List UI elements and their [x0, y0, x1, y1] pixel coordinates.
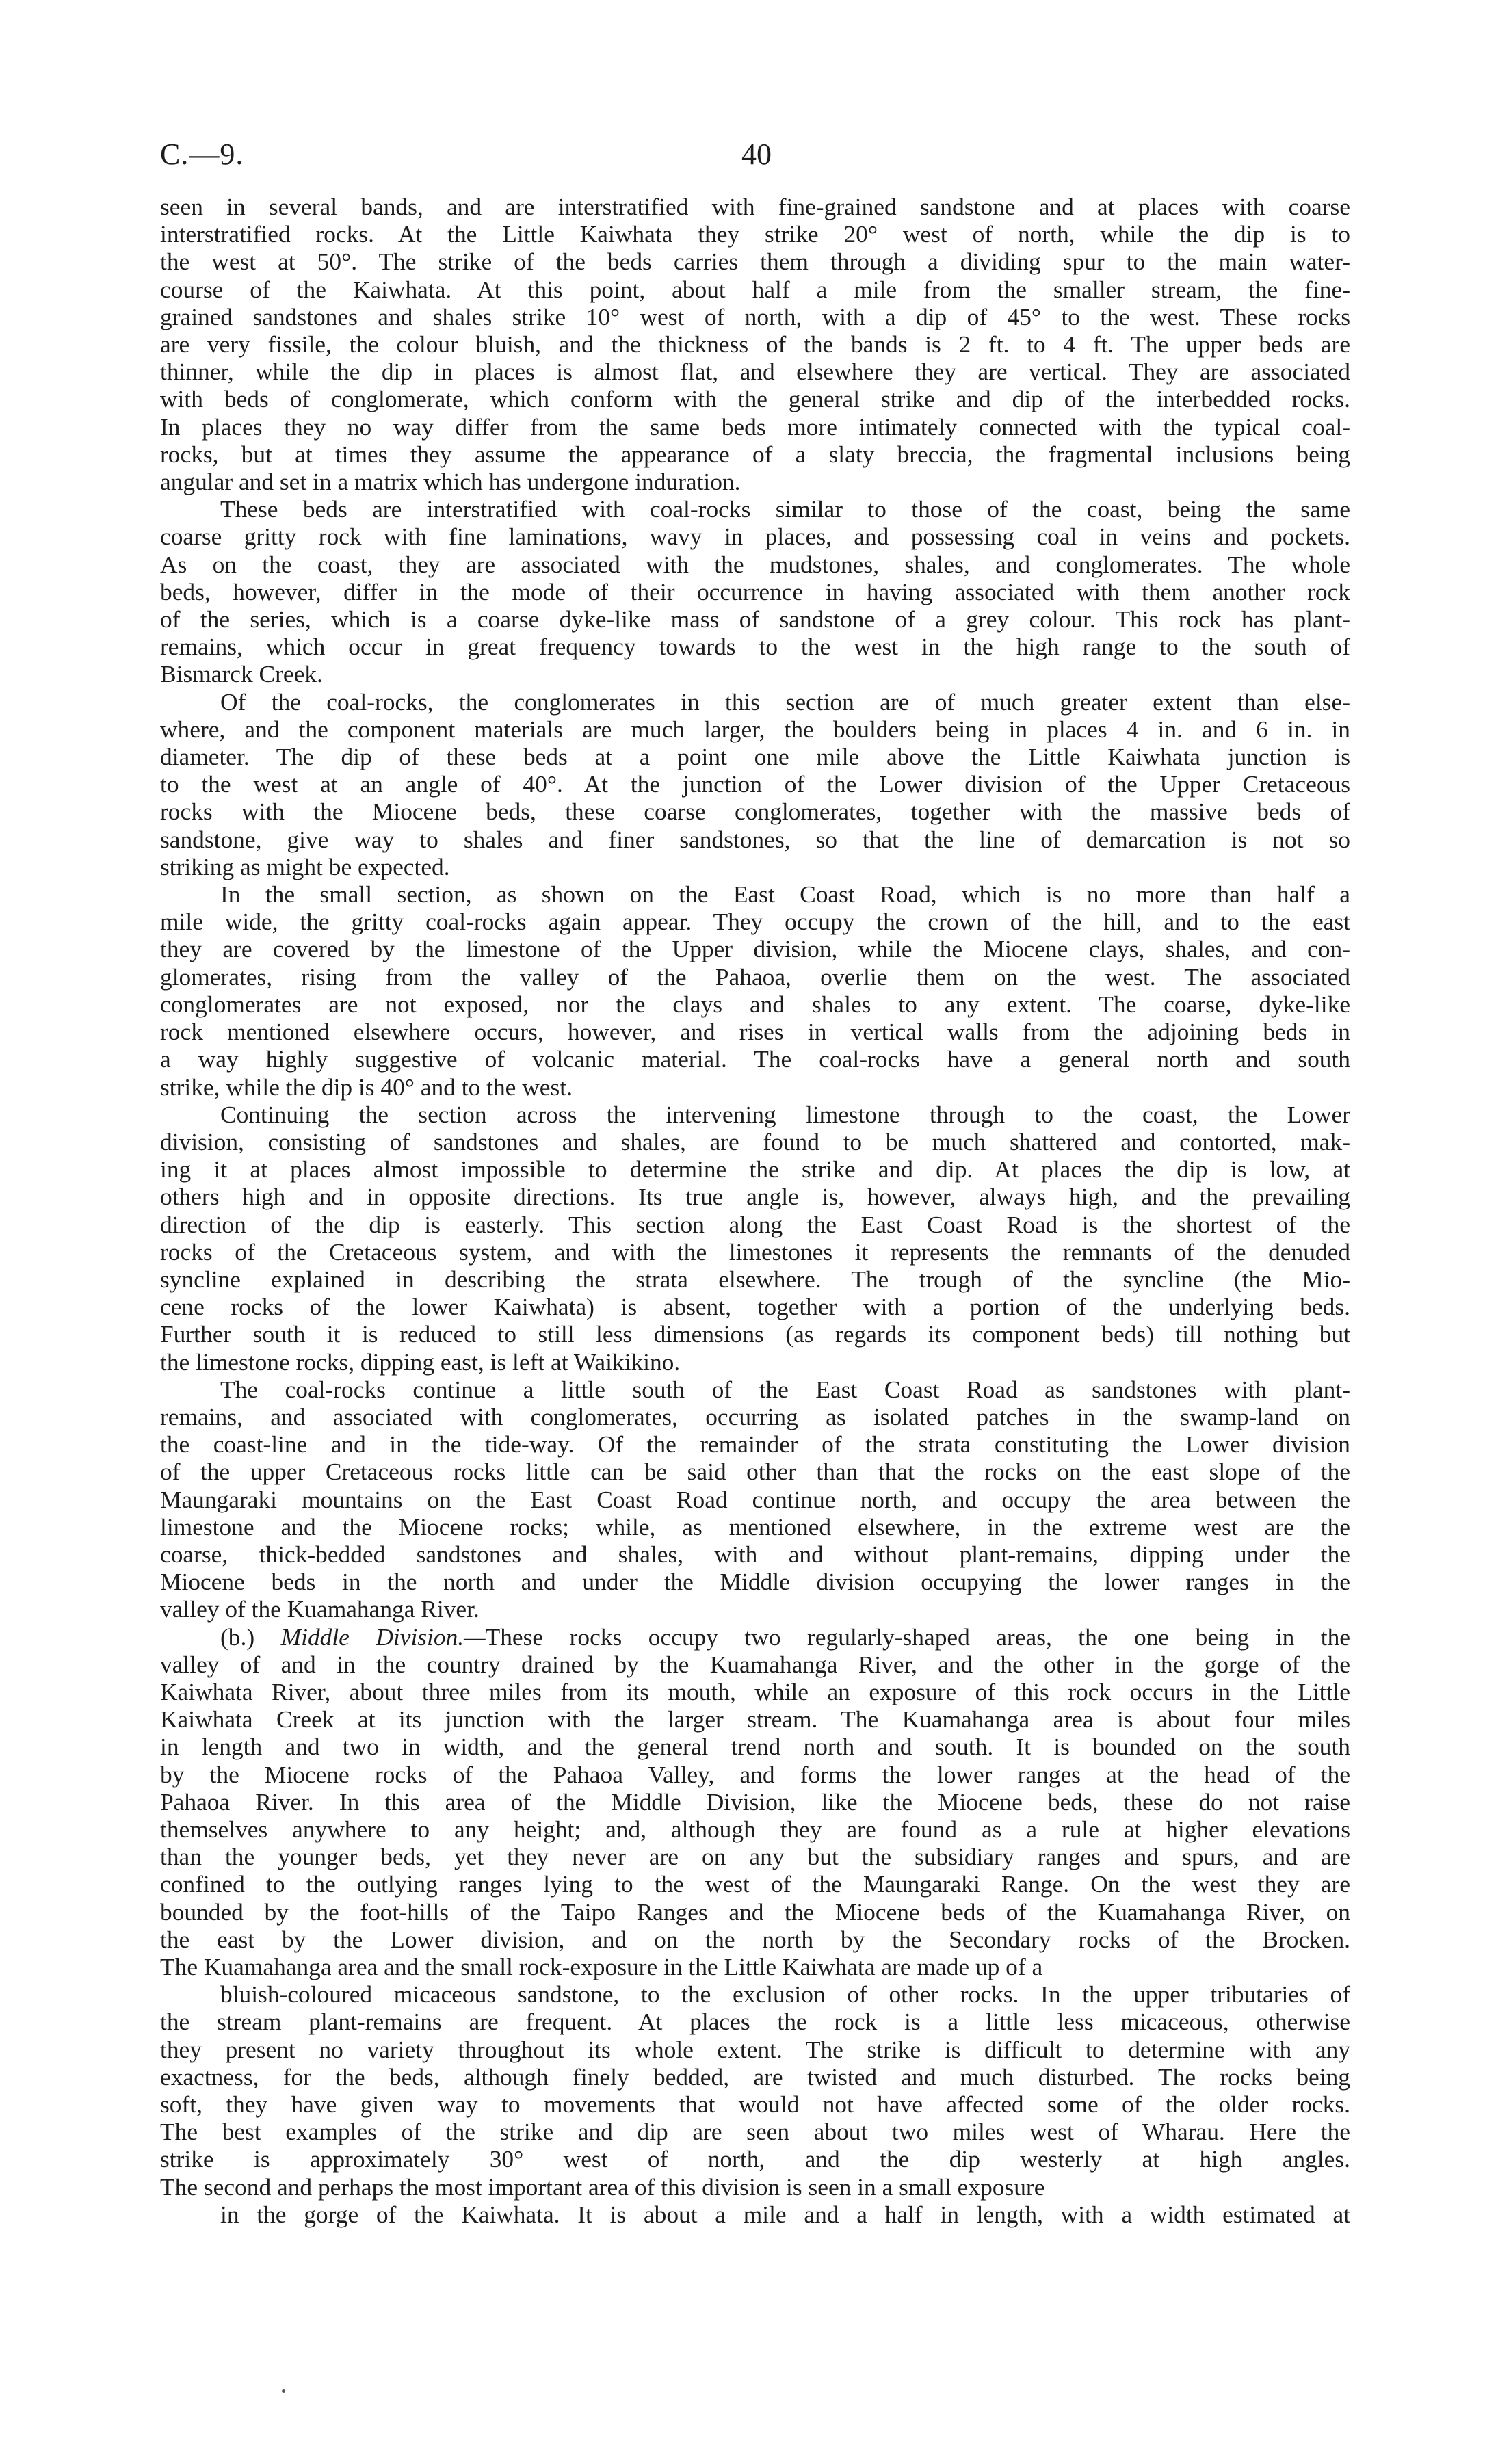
text-line: interstratified rocks. At the Little Kaiwhata they strike 20° west of north, while the dip is to [160, 220, 1350, 248]
text-line: The coal-rocks continue a little south of the East Coast Road as sandstones with plant- [220, 1375, 1350, 1403]
section-label: (b.) [220, 1623, 255, 1651]
text-line: In the small section, as shown on the East Coast Road, which is no more than half a [220, 880, 1350, 908]
text-line: Further south it is reduced to still less dimensions (as regards its component beds) till nothing but [160, 1320, 1350, 1348]
text-line: of the upper Cretaceous rocks little can be said other than that the rocks on the east slope of the [160, 1458, 1350, 1486]
text-line: striking as might be expected. [160, 852, 450, 880]
text-line: division, consisting of sandstones and shales, are found to be much shattered and contorted, mak- [160, 1127, 1350, 1155]
text-line: with beds of conglomerate, which conform with the general strike and dip of the interbedded rocks. [160, 385, 1350, 413]
text-line: As on the coast, they are associated with the mudstones, shales, and conglomerates. The whole [160, 550, 1350, 578]
text-line: the coast-line and in the tide-way. Of the remainder of the strata constituting the Lower division [160, 1430, 1350, 1458]
text-line: The best examples of the strike and dip are seen about two miles west of Wharau. Here the [160, 2118, 1350, 2146]
text-line: the west at 50°. The strike of the beds carries them through a dividing spur to the main water- [160, 248, 1350, 276]
print-speck [282, 2389, 285, 2393]
text-line: Continuing the section across the intervening limestone through to the coast, the Lower [220, 1100, 1350, 1128]
text-line: others high and in opposite directions. Its true angle is, however, always high, and the prevailing [160, 1183, 1350, 1211]
text-line: the east by the Lower division, and on the north by the Secondary rocks of the Brocken. [160, 1925, 1350, 1953]
text-line: cene rocks of the lower Kaiwhata) is absent, together with a portion of the underlying beds. [160, 1293, 1350, 1321]
text-line: by the Miocene rocks of the Pahaoa Valley, and forms the lower ranges at the head of the [160, 1760, 1350, 1788]
text-line: angular and set in a matrix which has undergone induration. [160, 468, 741, 496]
page-number: 40 [741, 137, 772, 171]
text-line: Kaiwhata River, about three miles from its mouth, while an exposure of this rock occurs in the Little [160, 1677, 1350, 1705]
text-line: than the younger beds, yet they never are on any but the subsidiary ranges and spurs, and are [160, 1843, 1350, 1871]
text-line: confined to the outlying ranges lying to the west of the Maungaraki Range. On the west they are [160, 1870, 1350, 1898]
text-line: beds, however, differ in the mode of their occurrence in having associated with them another rock [160, 577, 1350, 605]
text-line: valley of the Kuamahanga River. [160, 1595, 479, 1623]
text-line: remains, and associated with conglomerates, occurring as isolated patches in the swamp-land on [160, 1402, 1350, 1430]
page-header [160, 137, 1350, 185]
text-line: strike, while the dip is 40° and to the west. [160, 1073, 573, 1101]
text-line: to the west at an angle of 40°. At the junction of the Lower division of the Upper Cretaceous [160, 770, 1350, 798]
text-line: coarse gritty rock with fine laminations, wavy in places, and possessing coal in veins and pockets. [160, 523, 1350, 551]
text-line: in the gorge of the Kaiwhata. It is about a mile and a half in length, with a width estimated at [220, 2200, 1350, 2228]
text-line: are very fissile, the colour bluish, and the thickness of the bands is 2 ft. to 4 ft. The upper beds are [160, 330, 1350, 358]
text-line: Kaiwhata Creek at its junction with the larger stream. The Kuamahanga area is about four miles [160, 1705, 1350, 1733]
text-line: course of the Kaiwhata. At this point, about half a mile from the smaller stream, the fine- [160, 275, 1350, 303]
text-line: conglomerates are not exposed, nor the clays and shales to any extent. The coarse, dyke-like [160, 990, 1350, 1018]
text-line: direction of the dip is easterly. This section along the East Coast Road is the shortest of the [160, 1210, 1350, 1238]
text-line: ing it at places almost impossible to determine the strike and dip. At places the dip is low, at [160, 1155, 1350, 1183]
text-line: bluish-coloured micaceous sandstone, to the exclusion of other rocks. In the upper tributaries of [220, 1980, 1350, 2008]
text-line: Maungaraki mountains on the East Coast Road continue north, and occupy the area between the [160, 1485, 1350, 1513]
text-line: rocks, but at times they assume the appearance of a slaty breccia, the fragmental inclusions being [160, 440, 1350, 468]
text-line: of the series, which is a coarse dyke-like mass of sandstone of a grey colour. This rock has plant- [160, 605, 1350, 633]
text-line: rocks of the Cretaceous system, and with the limestones it represents the remnants of the denuded [160, 1237, 1350, 1266]
text-line: they are covered by the limestone of the Upper division, while the Miocene clays, shales, and con- [160, 935, 1350, 963]
document-reference: C.—9. [160, 137, 244, 171]
text-line: they present no variety throughout its whole extent. The strike is difficult to determine with any [160, 2035, 1350, 2063]
text-line: the limestone rocks, dipping east, is left at Waikikino. [160, 1348, 681, 1376]
text-line: The second and perhaps the most important area of this division is seen in a small exposure [160, 2173, 1045, 2201]
text-line: mile wide, the gritty coal-rocks again appear. They occupy the crown of the hill, and to the east [160, 908, 1350, 936]
text-line: limestone and the Miocene rocks; while, as mentioned elsewhere, in the extreme west are the [160, 1512, 1350, 1541]
text-line: coarse, thick-bedded sandstones and shales, with and without plant-remains, dipping under the [160, 1540, 1350, 1568]
text-line: soft, they have given way to movements that would not have affected some of the older rocks. [160, 2091, 1350, 2119]
text-line: rocks with the Miocene beds, these coarse conglomerates, together with the massive beds of [160, 798, 1350, 826]
text-line: Miocene beds in the north and under the Middle division occupying the lower ranges in the [160, 1568, 1350, 1596]
text-line: remains, which occur in great frequency towards to the west in the high range to the south of [160, 633, 1350, 661]
section-heading-text: These rocks occupy two regularly-shaped areas, the one being in the [485, 1623, 1350, 1651]
text-line: the stream plant-remains are frequent. At places the rock is a little less micaceous, otherwise [160, 2008, 1350, 2036]
text-line: rock mentioned elsewhere occurs, however, and rises in vertical walls from the adjoining beds in [160, 1018, 1350, 1046]
text-line: themselves anywhere to any height; and, although they are found as a rule at higher elevations [160, 1815, 1350, 1843]
text-line: seen in several bands, and are interstratified with fine-grained sandstone and at places with coarse [160, 193, 1350, 220]
text-line: bounded by the foot-hills of the Taipo Ranges and the Miocene beds of the Kuamahanga River, on [160, 1898, 1350, 1926]
text-line: a way highly suggestive of volcanic material. The coal-rocks have a general north and south [160, 1045, 1350, 1073]
text-line: Bismarck Creek. [160, 660, 323, 688]
text-line: valley of and in the country drained by the Kuamahanga River, and the other in the gorge of the [160, 1650, 1350, 1678]
text-line [160, 1623, 1350, 1651]
text-line: exactness, for the beds, although finely bedded, are twisted and much disturbed. The rocks being [160, 2062, 1350, 2091]
text-line: These beds are interstratified with coal-rocks similar to those of the coast, being the same [220, 495, 1350, 523]
text-line: thinner, while the dip in places is almost flat, and elsewhere they are vertical. They are associated [160, 358, 1350, 386]
text-line: grained sandstones and shales strike 10° west of north, with a dip of 45° to the west. These rocks [160, 302, 1350, 330]
text-line: Of the coal-rocks, the conglomerates in this section are of much greater extent than else- [220, 687, 1350, 716]
text-line: Pahaoa River. In this area of the Middle Division, like the Miocene beds, these do not raise [160, 1787, 1350, 1816]
text-line: glomerates, rising from the valley of the Pahaoa, overlie them on the west. The associated [160, 962, 1350, 991]
text-line: in length and two in width, and the general trend north and south. It is bounded on the south [160, 1733, 1350, 1761]
text-line: diameter. The dip of these beds at a point one mile above the Little Kaiwhata junction is [160, 743, 1350, 771]
text-line: In places they no way differ from the same beds more intimately connected with the typical coal- [160, 412, 1350, 441]
text-line: The Kuamahanga area and the small rock-exposure in the Little Kaiwhata are made up of a [160, 1953, 1043, 1980]
text-line: strike is approximately 30° west of north, and the dip westerly at high angles. [160, 2145, 1350, 2173]
text-line: syncline explained in describing the strata elsewhere. The trough of the syncline (the Mio- [160, 1265, 1350, 1293]
text-line: sandstone, give way to shales and finer sandstones, so that the line of demarcation is not so [160, 825, 1350, 853]
section-heading: Middle Division.— [280, 1623, 486, 1651]
body-text [160, 193, 1350, 2228]
text-line: where, and the component materials are much larger, the boulders being in places 4 in. and 6 in. in [160, 715, 1350, 743]
